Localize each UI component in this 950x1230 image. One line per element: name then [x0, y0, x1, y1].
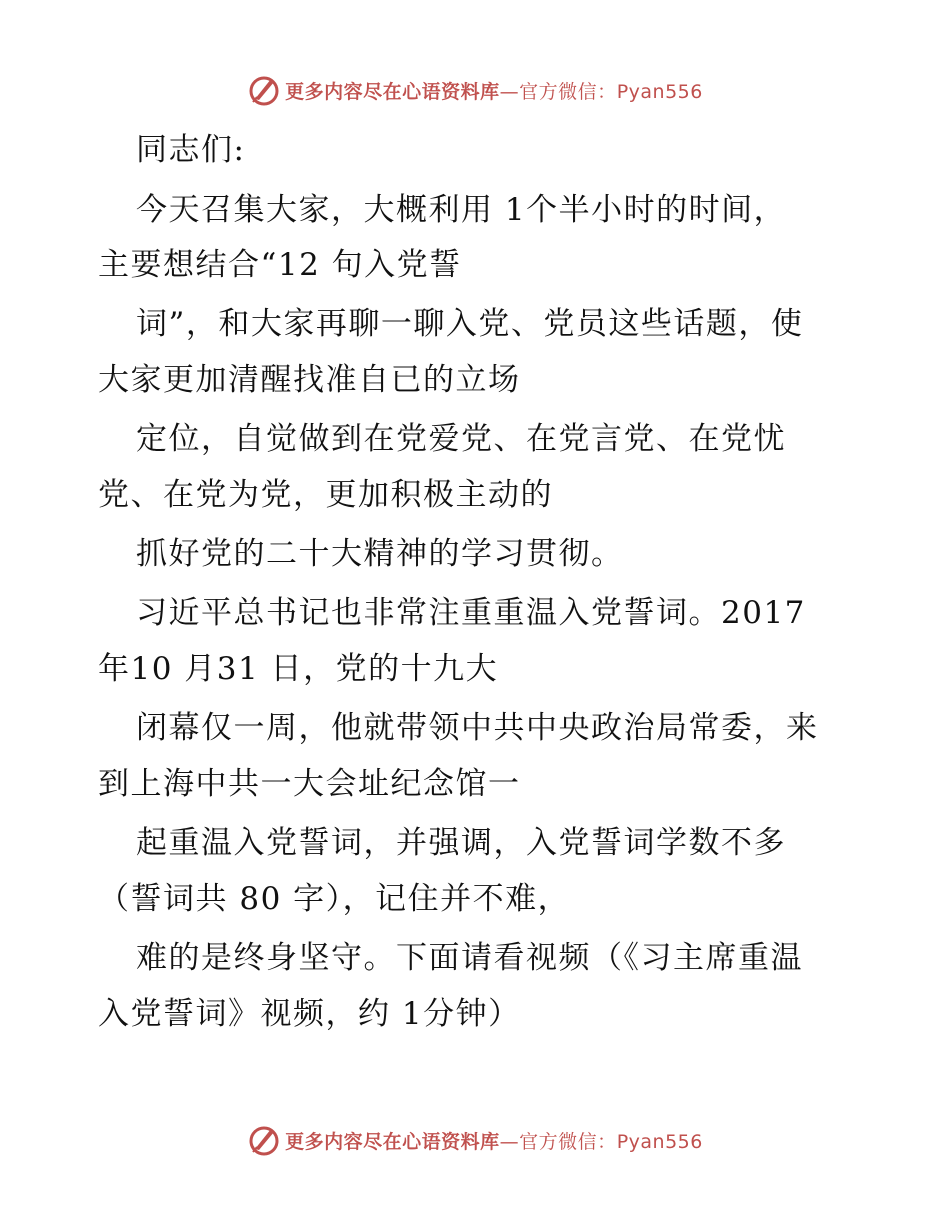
- body-line: 到上海中共一大会址纪念馆一: [98, 766, 521, 802]
- banner-wechat-id: Pyan556: [616, 80, 703, 103]
- body-line: 大家更加清醒找准自已的立场: [98, 362, 521, 398]
- body-line: 党、在党为党，更加积极主动的: [98, 477, 553, 513]
- banner-main-text: 更多内容尽在心语资料库: [285, 1130, 500, 1153]
- header-banner-text: [285, 77, 703, 104]
- banner-separator-text: —官方微信：: [499, 80, 617, 103]
- quill-pen-logo-icon: [247, 1123, 281, 1157]
- footer-banner-text: [285, 1127, 703, 1154]
- body-line: 同志们:: [136, 132, 246, 168]
- body-line: 入党誓词》视频，约 1分钟）: [98, 996, 521, 1032]
- body-line: 闭幕仅一周，他就带领中共中央政治局常委，来: [136, 710, 819, 746]
- body-line: 主要想结合“12 句入党誓: [98, 247, 462, 283]
- banner-main-text: 更多内容尽在心语资料库: [285, 80, 500, 103]
- body-line: 习近平总书记也非常注重重温入党誓词。2017: [136, 595, 806, 631]
- banner-wechat-id: Pyan556: [616, 1130, 703, 1153]
- body-line: 今天召集大家，大概利用 1个半小时的时间，: [136, 192, 787, 228]
- body-line: 词”，和大家再聊一聊入党、党员这些话题，使: [136, 306, 804, 342]
- body-line: 起重温入党誓词，并强调，入党誓词学数不多: [136, 825, 786, 861]
- quill-pen-logo-icon: [247, 73, 281, 107]
- body-line: （誓词共 80 字），记住并不难，: [98, 881, 571, 917]
- body-line: 难的是终身坚守。下面请看视频（《习主席重温: [136, 940, 803, 976]
- body-line: 定位，自觉做到在党爱党、在党言党、在党忧: [136, 421, 786, 457]
- header-banner: [0, 70, 950, 110]
- footer-banner: [0, 1120, 950, 1160]
- banner-separator-text: —官方微信：: [499, 1130, 617, 1153]
- body-line: 年10 月31 日，党的十九大: [98, 651, 499, 687]
- body-line: 抓好党的二十大精神的学习贯彻。: [136, 536, 624, 572]
